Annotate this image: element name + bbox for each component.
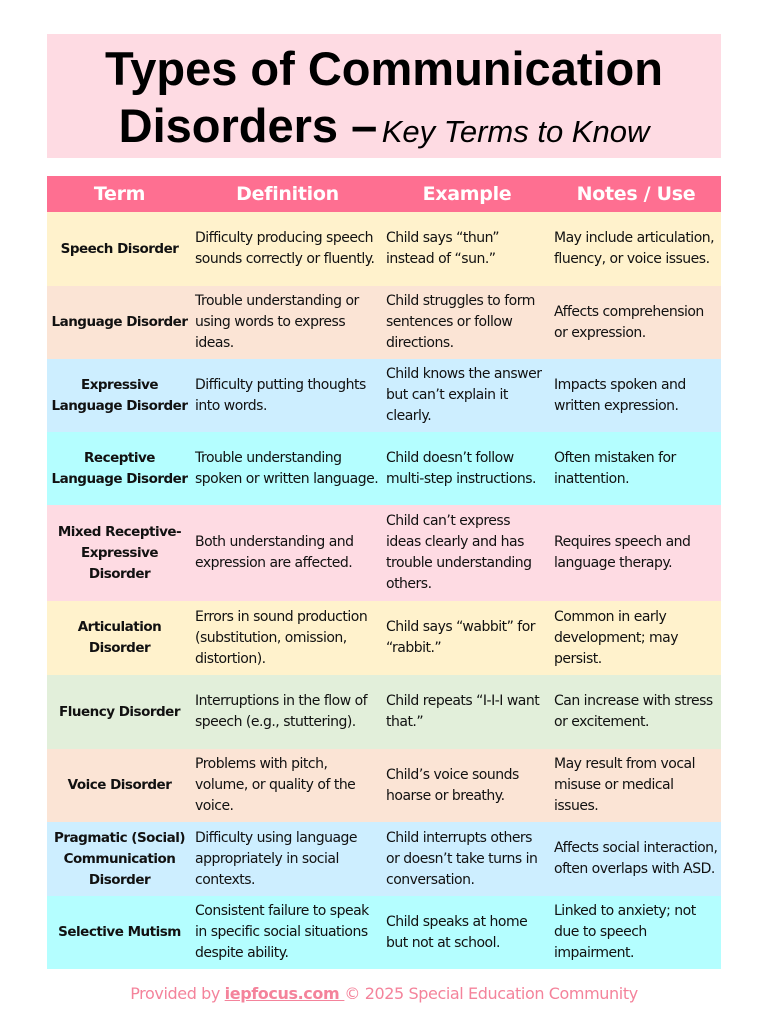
term-cell: Language Disorder <box>51 314 188 330</box>
notes-cell: Often mistaken for inattention. <box>554 449 676 487</box>
definition-cell: Trouble understanding spoken or written language. <box>195 449 379 487</box>
example-cell: Child doesn’t follow multi-step instructions. <box>386 449 536 487</box>
notes-cell: May include articulation, fluency, or voice issues. <box>554 230 715 267</box>
definition-cell: Problems with pitch, volume, or quality of the voice. <box>195 756 356 814</box>
definition-cell: Difficulty producing speech sounds correctly or fluently. <box>195 230 375 267</box>
notes-cell: May result from vocal misuse or medical issues. <box>554 756 695 814</box>
example-cell: Child can’t express ideas clearly and has trouble understanding others. <box>386 513 532 592</box>
example-cell: Child speaks at home but not at school. <box>386 913 528 951</box>
notes-cell: Common in early development; may persist. <box>554 608 679 667</box>
term-cell: Speech Disorder <box>60 240 179 257</box>
notes-cell: Requires speech and language therapy. <box>554 534 691 571</box>
term-cell: Receptive Language Disorder <box>51 449 188 487</box>
term-cell: Articulation Disorder <box>77 619 162 656</box>
header-term: Term <box>47 176 192 212</box>
notes-cell: Can increase with stress or excitement. <box>554 693 713 730</box>
definition-cell: Consistent failure to speak in specific social situations despite ability. <box>195 903 369 961</box>
header-notes: Notes / Use <box>551 176 721 212</box>
table-row <box>47 212 721 286</box>
table-row <box>47 822 721 896</box>
example-cell: Child struggles to form sentences or follow directions. <box>386 293 535 351</box>
footer-credit <box>0 984 768 1003</box>
table-row <box>47 286 721 359</box>
footer-suffix: © 2025 Special Education Community <box>344 984 638 1003</box>
example-cell: Child says “thun” instead of “sun.” <box>386 230 500 267</box>
footer-prefix: Provided by <box>130 984 225 1003</box>
definition-cell: Trouble understanding or using words to express ideas. <box>195 293 359 351</box>
notes-cell: Affects comprehension or expression. <box>554 303 704 341</box>
notes-cell: Impacts spoken and written expression. <box>554 376 686 414</box>
table-header-row <box>47 176 721 212</box>
term-cell: Fluency Disorder <box>58 703 180 720</box>
term-cell: Voice Disorder <box>67 777 172 793</box>
table-row <box>47 601 721 675</box>
notes-cell: Linked to anxiety; not due to speech impairment. <box>554 903 696 961</box>
header-definition: Definition <box>192 176 383 212</box>
example-cell: Child’s voice sounds hoarse or breathy. <box>386 766 519 804</box>
definition-cell: Interruptions in the flow of speech (e.g., stuttering). <box>195 693 368 730</box>
table-row <box>47 896 721 969</box>
example-cell: Child repeats “I-I-I want that.” <box>386 693 540 730</box>
page-title-line1: Types of Communication <box>105 42 663 95</box>
definition-cell: Difficulty using language appropriately in social contexts. <box>195 829 358 888</box>
notes-cell: Affects social interaction, often overlaps with ASD. <box>554 840 718 877</box>
term-cell: Selective Mutism <box>58 924 181 940</box>
table-row <box>47 675 721 749</box>
header-example: Example <box>383 176 551 212</box>
definition-cell: Both understanding and expression are affected. <box>195 534 354 571</box>
term-cell: Expressive Language Disorder <box>51 376 188 414</box>
table-row <box>47 749 721 822</box>
definition-cell: Errors in sound production (substitution, omission, distortion). <box>195 608 368 667</box>
term-cell: Pragmatic (Social) Communication Disorder <box>54 829 185 888</box>
term-cell: Mixed Receptive-Expressive Disorder <box>57 523 182 582</box>
title-banner <box>47 34 721 158</box>
example-cell: Child knows the answer but can’t explain it clearly. <box>386 366 542 424</box>
table-row <box>47 432 721 505</box>
page-subtitle: Key Terms to Know <box>381 114 650 149</box>
table-row <box>47 359 721 432</box>
page-title-line2 <box>47 97 721 167</box>
terms-table <box>47 176 721 969</box>
example-cell: Child says “wabbit” for “rabbit.” <box>386 619 536 656</box>
table-row <box>47 505 721 601</box>
footer-link[interactable]: iepfocus.com <box>224 984 345 1003</box>
page-title-main: Disorders – <box>118 99 378 152</box>
definition-cell: Difficulty putting thoughts into words. <box>195 376 366 414</box>
example-cell: Child interrupts others or doesn’t take turns in conversation. <box>386 829 538 888</box>
